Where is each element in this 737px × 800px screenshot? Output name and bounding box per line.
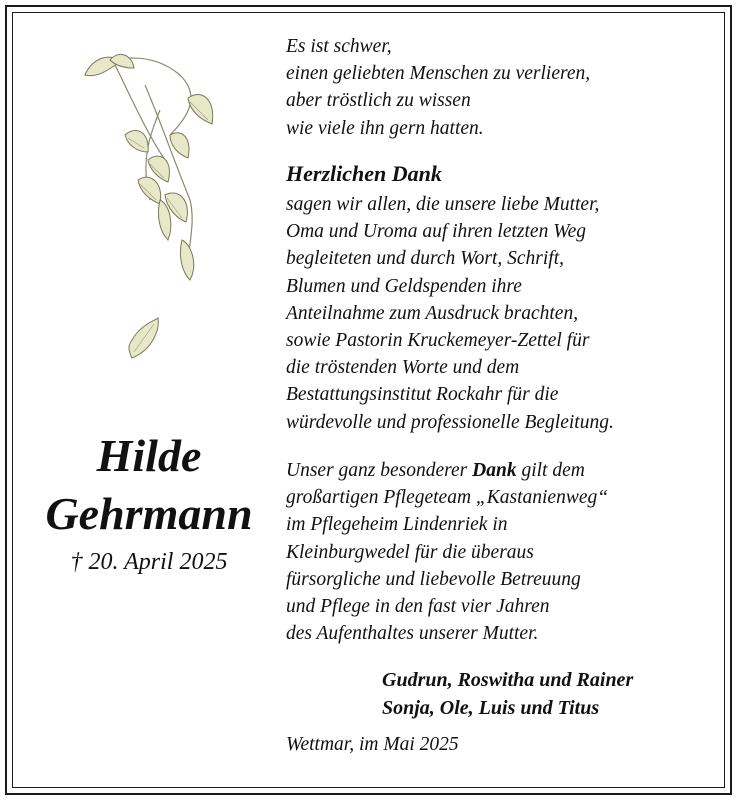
signature-line: Gudrun, Roswitha und Rainer xyxy=(382,669,634,691)
special-thanks-post: gilt dem xyxy=(516,460,585,481)
special-thanks-line: fürsorgliche und liebevolle Betreuung xyxy=(286,568,581,590)
deceased-last-name: Gehrmann xyxy=(45,488,253,539)
special-thanks-line: großartigen Pflegeteam „Kastanienweg“ xyxy=(286,487,609,509)
special-thanks-line: Kleinburgwedel für die überaus xyxy=(286,541,534,563)
special-thanks-line: im Pflegeheim Lindenriek in xyxy=(286,514,508,536)
place-date: Wettmar, im Mai 2025 xyxy=(286,734,459,755)
thanks-line: die tröstenden Worte und dem xyxy=(286,357,520,379)
thanks-line: Anteilnahme zum Ausdruck brachten, xyxy=(286,302,579,324)
thanks-heading: Herzlichen Dank xyxy=(286,161,442,186)
thanks-line: Oma und Uroma auf ihren letzten Weg xyxy=(286,221,587,243)
birch-branch-illustration xyxy=(70,40,230,380)
thanks-line: sowie Pastorin Kruckemeyer-Zettel für xyxy=(286,330,590,352)
poem xyxy=(286,33,590,142)
special-thanks-paragraph xyxy=(286,457,608,647)
thanks-line: Bestattungsinstitut Rockahr für die xyxy=(286,384,559,406)
special-thanks-line: des Aufenthaltes unserer Mutter. xyxy=(286,623,539,645)
special-thanks-pre: Unser ganz besonderer xyxy=(286,460,473,481)
thanks-line: sagen wir allen, die unsere liebe Mutter, xyxy=(286,194,600,215)
signatures xyxy=(382,666,633,722)
deceased-first-name: Hilde xyxy=(96,430,202,481)
special-thanks-line: und Pflege in den fast vier Jahren xyxy=(286,596,550,618)
poem-line: einen geliebten Menschen zu verlieren, xyxy=(286,63,591,85)
special-thanks-bold: Dank xyxy=(472,460,517,481)
poem-line: aber tröstlich zu wissen xyxy=(286,90,471,112)
poem-line: Es ist schwer, xyxy=(286,36,392,57)
poem-line: wie viele ihn gern hatten. xyxy=(286,117,484,139)
thanks-paragraph xyxy=(286,191,614,436)
thanks-line: begleiteten und durch Wort, Schrift, xyxy=(286,248,565,270)
special-thanks-first-line xyxy=(286,457,608,484)
death-date: † 20. April 2025 xyxy=(70,549,228,575)
thanks-line: würdevolle und professionelle Begleitung. xyxy=(286,411,614,433)
signature-line: Sonja, Ole, Luis und Titus xyxy=(382,697,600,719)
thanks-line: Blumen und Geldspenden ihre xyxy=(286,275,522,297)
